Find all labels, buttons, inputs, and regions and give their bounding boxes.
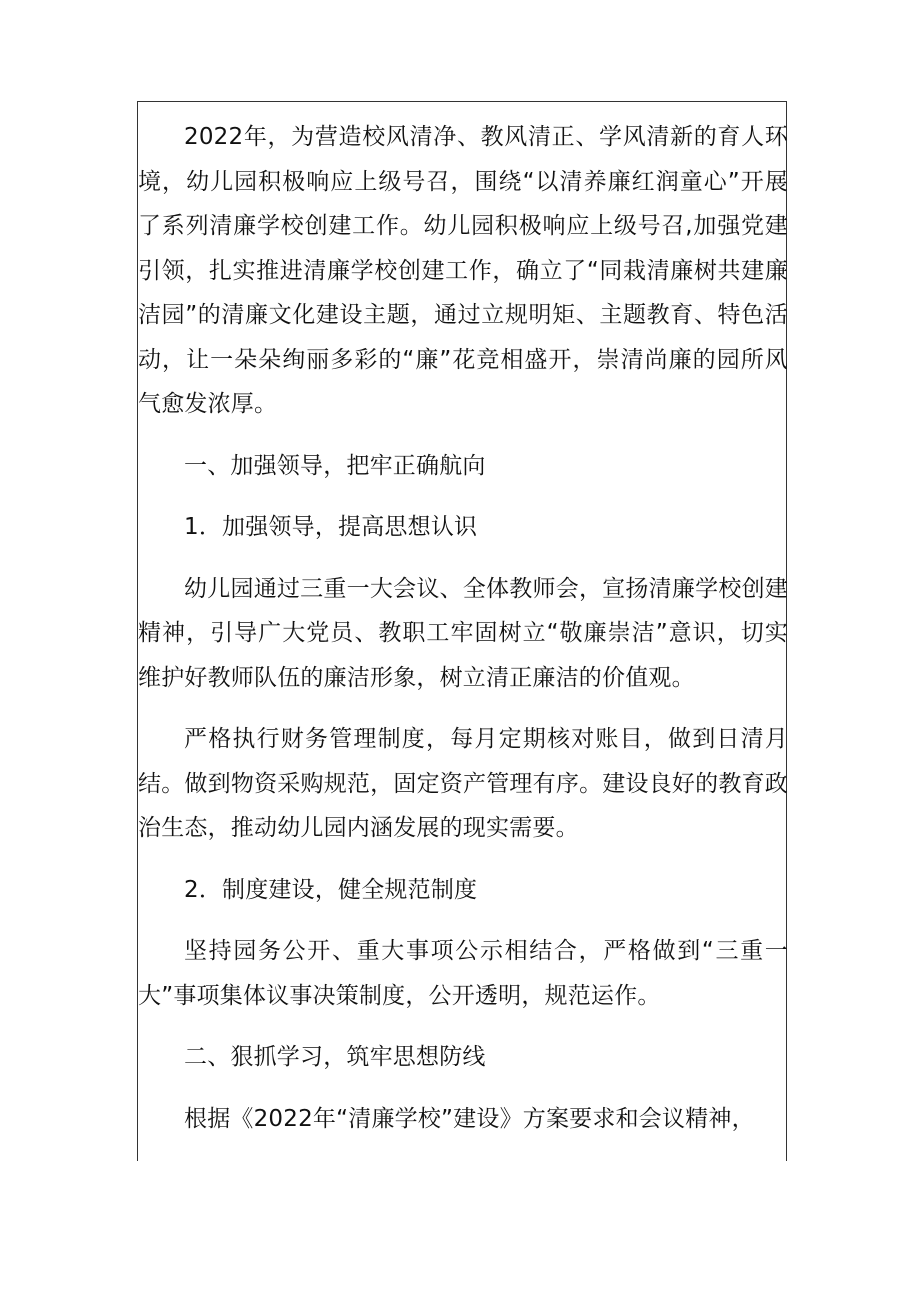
subsection-heading-2: 2．制度建设，健全规范制度 [184, 876, 478, 903]
spacer [138, 700, 788, 717]
spacer [138, 550, 788, 567]
body-paragraph-2: 严格执行财务管理制度，每月定期核对账目，做到日清月结。做到物资采购规范，固定资产管理有序。建设良好的教育政治生态，推动幼儿园内涵发展的现实需要。 [138, 726, 788, 841]
spacer [138, 488, 788, 505]
spacer [138, 427, 788, 444]
spacer [138, 1080, 788, 1097]
section-heading-2: 二、狠抓学习，筑牢思想防线 [184, 1044, 486, 1070]
intro-paragraph: 2022年，为营造校风清净、教风清正、学风清新的育人环境，幼儿园积极响应上级号召，围绕“以清养廉红润童心”开展了系列清廉学校创建工作。幼儿园积极响应上级号召,加强党建引领，扎实推进清廉学校创建工作，确立了“同栽清廉树共建廉洁园”的清廉文化建设主题，通过立规明矩、主题教育、特色活动，让一朵朵绚丽多彩的“廉”花竞相盛开，崇清尚廉的园所风气愈发浓厚。 [138, 124, 788, 417]
body-paragraph-1: 幼儿园通过三重一大会议、全体教师会，宣扬清廉学校创建精神，引导广大党员、教职工牢固树立“敬廉崇洁”意识，切实维护好教师队伍的廉洁形象，树立清正廉洁的价值观。 [138, 575, 788, 691]
body-paragraph-4: 根据《2022年“清廉学校”建设》方案要求和会议精神， [184, 1105, 755, 1132]
document-body [138, 115, 788, 1141]
spacer [138, 912, 788, 929]
section-heading-1: 一、加强领导，把牢正确航向 [184, 452, 486, 479]
spacer [138, 851, 788, 868]
spacer [138, 1018, 788, 1035]
subsection-heading-1: 1．加强领导，提高思想认识 [184, 514, 478, 540]
body-paragraph-3: 坚持园务公开、重大事项公示相结合，严格做到“三重一大”事项集体议事决策制度，公开透明，规范运作。 [138, 938, 788, 1009]
document-frame [137, 101, 787, 1161]
